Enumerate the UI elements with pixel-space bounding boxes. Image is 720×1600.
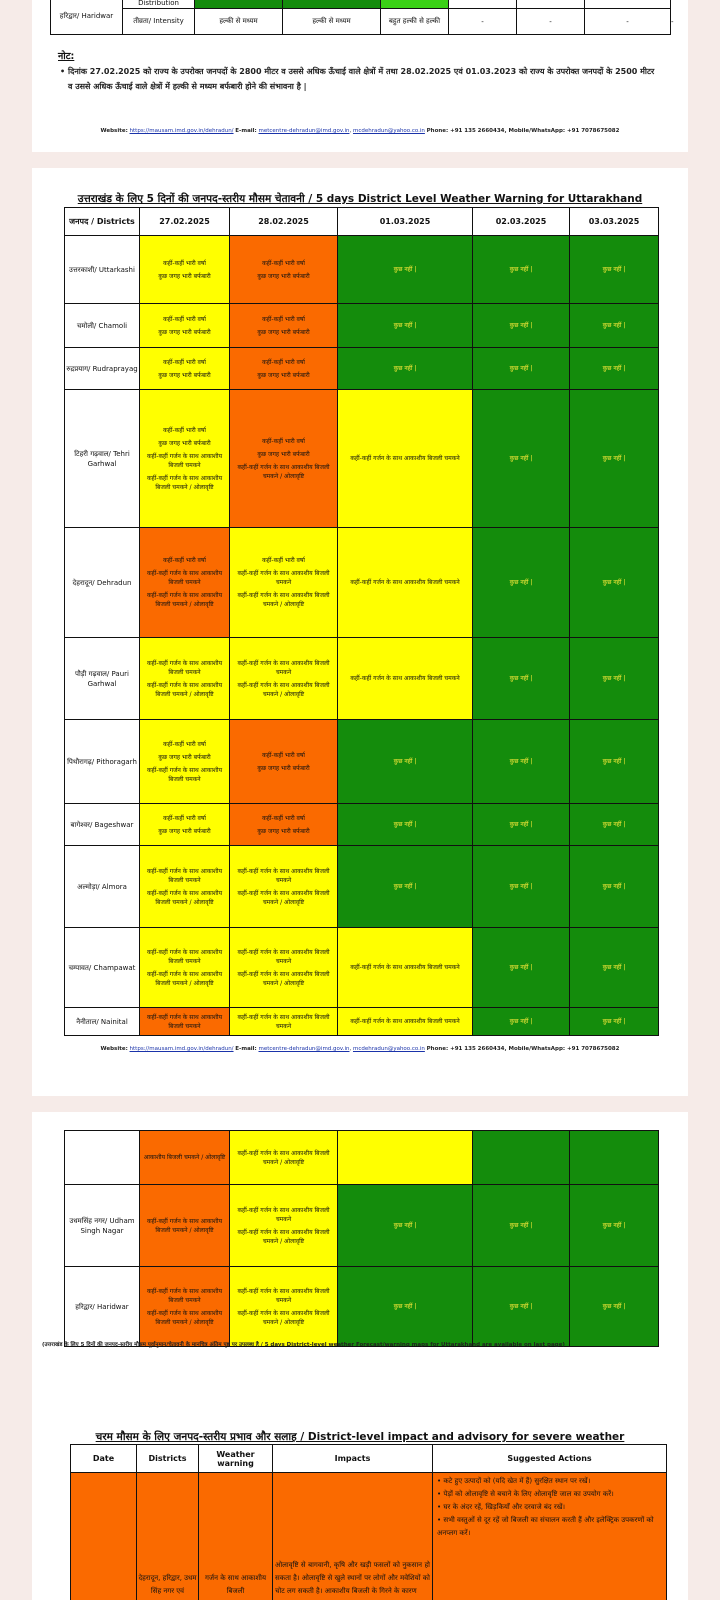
adv-impacts-cell [273, 1473, 433, 1600]
warning-text: कहीं-कहीं भारी वर्षा [262, 751, 305, 759]
warning-cell [570, 638, 659, 720]
warning-text: कहीं-कहीं गर्जन के साथ आकाशीय बिजली चमकने / ओलावृष्टि [146, 681, 223, 698]
top-distribution-table: हरिद्वार/ Haridwar Distribution तीव्रता/ Intensity हल्की से मध्यम हल्की से मध्यम बहुत हल्की से हल्की - - - - [50, 0, 671, 35]
warning-text: कुछ नहीं | [602, 579, 626, 586]
warning-cell [140, 846, 230, 928]
warning-cell [570, 720, 659, 804]
warning-text: कुछ नहीं | [509, 821, 533, 828]
date-header: 27.02.2025 [140, 208, 230, 236]
warning-text: कुछ नहीं | [602, 821, 626, 828]
warning-text: कहीं-कहीं गर्जन के साथ आकाशीय बिजली चमकने [237, 1206, 330, 1223]
warning-cell [570, 348, 659, 390]
warning-cell [473, 1267, 570, 1347]
warning-text: कुछ नहीं | [602, 322, 626, 329]
warning-cell [338, 236, 473, 304]
warning-cell [570, 928, 659, 1008]
intensity-cell: बहुत हल्की से हल्की [381, 9, 449, 35]
warning-table [64, 207, 659, 1036]
warning-cell [473, 928, 570, 1008]
warning-text: कहीं-कहीं गर्जन के साथ आकाशीय बिजली चमकने [146, 1013, 223, 1030]
warning-cell [338, 304, 473, 348]
warning-text: कुछ नहीं | [393, 883, 417, 890]
website-label: Website: [100, 1046, 128, 1052]
warning-text: कुछ जगह भारी बर्फबारी [257, 450, 310, 458]
warning-text: कुछ जगह भारी बर्फबारी [158, 827, 211, 835]
warning-text: कुछ नहीं | [393, 266, 417, 273]
distribution-label: Distribution [123, 0, 195, 9]
warning-text: कुछ नहीं | [509, 266, 533, 273]
adv-header-date: Date [71, 1445, 137, 1473]
warning-text: कुछ नहीं | [602, 1303, 626, 1310]
warning-cell [338, 846, 473, 928]
warning-text: कुछ नहीं | [509, 758, 533, 765]
warning-cell [230, 1185, 338, 1267]
warning-cell [338, 1131, 473, 1185]
warning-text: कुछ नहीं | [602, 1018, 626, 1025]
email-link[interactable]: metcentre-dehradun@imd.gov.in [258, 128, 350, 134]
warning-text: कुछ नहीं | [393, 365, 417, 372]
date-header: 03.03.2025 [570, 208, 659, 236]
district-name-cell: पिथौरागढ़/ Pithoragarh [65, 720, 140, 804]
adv-districts-text: देहरादून, हरिद्वार, उधम सिंह नगर एवं [138, 1574, 197, 1595]
warning-text: कहीं-कहीं गर्जन के साथ आकाशीय बिजली चमकने [350, 455, 460, 462]
warning-text: कुछ नहीं | [509, 883, 533, 890]
warning-text: कहीं-कहीं भारी वर्षा [262, 315, 305, 323]
warning-cell [230, 236, 338, 304]
warning-text: कुछ नहीं | [509, 365, 533, 372]
warning-cell [473, 1131, 570, 1185]
district-name-cell: बागेश्वर/ Bageshwar [65, 804, 140, 846]
table-row [65, 1131, 659, 1185]
adv-action-text: घर के अंदर रहें, खिड़कियाँ और दरवाजे बंद रखें। [443, 1503, 566, 1511]
warning-text: कुछ जगह भारी बर्फबारी [257, 328, 310, 336]
warning-cell [338, 638, 473, 720]
adv-header-impacts: Impacts [273, 1445, 433, 1473]
warning-text: कहीं-कहीं गर्जन के साथ आकाशीय बिजली चमकने [146, 1287, 223, 1304]
warning-text: कहीं-कहीं गर्जन के साथ आकाशीय बिजली चमकने [146, 570, 223, 586]
warning-text: कहीं-कहीं गर्जन के साथ आकाशीय बिजली चमकने / ओलावृष्टि [146, 889, 223, 906]
warning-cell [570, 1131, 659, 1185]
warning-text: कुछ नहीं | [509, 1222, 533, 1229]
table-row [65, 1185, 659, 1267]
warning-text: कहीं-कहीं भारी वर्षा [262, 814, 305, 822]
district-name-cell: चम्पावत/ Champawat [65, 928, 140, 1008]
intensity-cell: - [585, 9, 671, 35]
warning-text: कहीं-कहीं गर्जन के साथ आकाशीय बिजली चमकने [146, 948, 223, 965]
warning-cell [140, 390, 230, 528]
warning-cell [473, 528, 570, 638]
adv-date-cell [71, 1473, 137, 1600]
warning-text: कहीं-कहीं गर्जन के साथ आकाशीय बिजली चमकने / ओलावृष्टि [237, 1309, 330, 1326]
warning-text: कुछ जगह भारी बर्फबारी [158, 272, 211, 280]
warning-cell [140, 1131, 230, 1185]
table-row [65, 638, 659, 720]
warning-cell [230, 804, 338, 846]
page-3 [32, 1112, 688, 1600]
warning-cell [230, 846, 338, 928]
adv-warning-text: गर्जन के साथ आकाशीय बिजली [204, 1574, 267, 1595]
email-label: E-mail: [235, 1046, 257, 1052]
table-row [65, 528, 659, 638]
warning-text: कहीं-कहीं गर्जन के साथ आकाशीय बिजली चमकने [146, 452, 223, 469]
warning-text: कहीं-कहीं भारी वर्षा [163, 557, 206, 564]
warning-cell [473, 804, 570, 846]
email-label: E-mail: [235, 128, 257, 134]
website-link[interactable]: https://mausam.imd.gov.in/dehradun/ [129, 1046, 234, 1052]
adv-header-districts: Districts [137, 1445, 199, 1473]
warning-text: कुछ जगह भारी बर्फबारी [257, 764, 310, 772]
adv-header-warning: Weather warning [199, 1445, 273, 1473]
adv-actions-cell [433, 1473, 667, 1600]
email-link[interactable]: metcentre-dehradun@imd.gov.in [258, 1046, 350, 1052]
adv-districts-cell [137, 1473, 199, 1600]
district-name-cell: टिहरी गढ़वाल/ Tehri Garhwal [65, 390, 140, 528]
warning-cell [473, 236, 570, 304]
table-row [65, 390, 659, 528]
warning-text: कहीं-कहीं गर्जन के साथ आकाशीय बिजली चमकने [237, 1287, 330, 1304]
district-name-cell: पौड़ी गढ़वाल/ Pauri Garhwal [65, 638, 140, 720]
warning-text: कहीं-कहीं गर्जन के साथ आकाशीय बिजली चमकने [146, 766, 223, 783]
warning-text: कहीं-कहीं गर्जन के साथ आकाशीय बिजली चमकने [237, 659, 330, 676]
continued-warning-table [64, 1130, 659, 1347]
warning-text: कुछ जगह भारी बर्फबारी [257, 371, 310, 379]
warning-cell [140, 1185, 230, 1267]
warning-text: कहीं-कहीं गर्जन के साथ आकाशीय बिजली चमकने / ओलावृष्टि [146, 592, 223, 608]
district-name-cell: हरिद्वार/ Haridwar [65, 1267, 140, 1347]
website-label: Website: [100, 128, 128, 134]
warning-text: आकाशीय बिजली चमकने / ओलावृष्टि [143, 1154, 226, 1161]
warning-cell [230, 390, 338, 528]
warning-text: कुछ नहीं | [509, 579, 533, 586]
warning-text: कहीं-कहीं भारी वर्षा [163, 259, 206, 267]
warning-text: कुछ नहीं | [393, 1222, 417, 1229]
warning-text: कहीं-कहीं गर्जन के साथ आकाशीय बिजली चमकने / ओलावृष्टि [237, 681, 330, 698]
table-row [65, 304, 659, 348]
warning-text: कहीं-कहीं गर्जन के साथ आकाशीय बिजली चमकने / ओलावृष्टि [237, 592, 330, 608]
intensity-cell: - [517, 9, 585, 35]
warning-cell [230, 348, 338, 390]
phone-text: Phone: +91 135 2660434, Mobile/WhatsApp: +91 7078675082 [426, 128, 620, 134]
warning-text: कुछ नहीं | [393, 322, 417, 329]
warning-cell [140, 804, 230, 846]
warning-title: उत्तराखंड के लिए 5 दिनों की जनपद-स्तरीय मौसम चेतावनी / 5 days District Level Weather Warning for Uttarakhand [77, 193, 643, 205]
adv-action-text: कटे हुए उत्पादों को (यदि खेत में हैं) सुरक्षित स्थान पर रखें। [443, 1477, 591, 1485]
district-name-cell: देहरादून/ Dehradun [65, 528, 140, 638]
districts-header: जनपद / Districts [65, 208, 140, 236]
warning-table-body [65, 236, 659, 1036]
adv-header-actions: Suggested Actions [433, 1445, 667, 1473]
warning-text: कहीं-कहीं गर्जन के साथ आकाशीय बिजली चमकने / ओलावृष्टि [146, 1309, 223, 1326]
warning-cell [230, 928, 338, 1008]
adv-warning-cell [199, 1473, 273, 1600]
table-row [65, 846, 659, 928]
warning-text: कुछ जगह भारी बर्फबारी [158, 439, 211, 447]
warning-cell [473, 390, 570, 528]
warning-cell [570, 1267, 659, 1347]
intensity-cell: - [449, 9, 517, 35]
warning-cell [570, 1008, 659, 1036]
adv-action-text: सभी वस्तुओं से दूर रहें जो बिजली का संचालन करती हैं और इलेक्ट्रिक उपकरणों को अनप्लग करें। [437, 1516, 654, 1537]
table-row [65, 1008, 659, 1036]
table-row [65, 348, 659, 390]
warning-cell [338, 528, 473, 638]
warning-text: कहीं-कहीं भारी वर्षा [262, 557, 305, 564]
email-link[interactable]: mcdehradun@yahoo.co.in [352, 128, 425, 134]
warning-text: कहीं-कहीं गर्जन के साथ आकाशीय बिजली चमकने [237, 570, 330, 586]
top-district-cell: हरिद्वार/ Haridwar [51, 0, 123, 35]
warning-text: कहीं-कहीं गर्जन के साथ आकाशीय बिजली चमकने / ओलावृष्टि [237, 970, 330, 987]
district-name-cell: रुद्रप्रयाग/ Rudraprayag [65, 348, 140, 390]
warning-text: कहीं-कहीं गर्जन के साथ आकाशीय बिजली चमकने / ओलावृष्टि [237, 463, 330, 480]
district-name-cell: चमोली/ Chamoli [65, 304, 140, 348]
warning-cell [570, 1185, 659, 1267]
adv-action-item: • कटे हुए उत्पादों को (यदि खेत में हैं) सुरक्षित स्थान पर रखें। [437, 1477, 591, 1485]
warning-text: कहीं-कहीं गर्जन के साथ आकाशीय बिजली चमकने / ओलावृष्टि [146, 1217, 223, 1234]
warning-cell [338, 348, 473, 390]
warning-cell [473, 1185, 570, 1267]
warning-cell [230, 720, 338, 804]
warning-text: कहीं-कहीं भारी वर्षा [163, 315, 206, 323]
warning-text: कहीं-कहीं गर्जन के साथ आकाशीय बिजली चमकने [350, 579, 460, 586]
maps-caption: (उत्तराखंड के लिए 5 दिनों की जनपद-स्तरीय मौसम पूर्वानुमान/चेतावनी के मानचित्र अंतिम पृष्ठ पर उपलब्ध है / 5 days District-level weather Forecast/warning maps for Uttarakhand are available on last page) [42, 1342, 565, 1348]
website-link[interactable]: https://mausam.imd.gov.in/dehradun/ [129, 128, 234, 134]
table-row [65, 804, 659, 846]
warning-cell [338, 1267, 473, 1347]
warning-cell [473, 348, 570, 390]
table-row [65, 236, 659, 304]
warning-text: कुछ नहीं | [602, 883, 626, 890]
warning-cell [230, 304, 338, 348]
warning-cell [570, 390, 659, 528]
warning-text: कुछ नहीं | [393, 758, 417, 765]
adv-action-text: पेड़ों को ओलावृष्टि से बचाने के लिए ओलावृष्टि जाल का उपयोग करें। [443, 1490, 614, 1498]
warning-text: कुछ नहीं | [509, 964, 533, 971]
warning-text: कहीं-कहीं भारी वर्षा [163, 426, 206, 434]
warning-cell [570, 304, 659, 348]
warning-cell [338, 804, 473, 846]
adv-impacts-text: ओलावृष्टि से बागवानी, कृषि और खड़ी फसलों को नुकसान हो सकता है। ओलावृष्टि से खुले स्थानों पर लोगों और मवेशियों को चोट लग सकती है। आकाशीय बिजली के गिरने के कारण [275, 1561, 430, 1595]
warning-text: कुछ नहीं | [602, 266, 626, 273]
warning-text: कुछ नहीं | [393, 1303, 417, 1310]
district-name-cell: उत्तरकाशी/ Uttarkashi [65, 236, 140, 304]
date-header: 02.03.2025 [473, 208, 570, 236]
warning-cell [473, 1008, 570, 1036]
page-1 [32, 0, 688, 152]
warning-cell [338, 390, 473, 528]
warning-text: कहीं-कहीं गर्जन के साथ आकाशीय बिजली चमकने [146, 867, 223, 884]
warning-text: कहीं-कहीं गर्जन के साथ आकाशीय बिजली चमकने [350, 1018, 460, 1025]
note-text-content: दिनांक 27.02.2025 को राज्य के उपरोक्त जनपदों के 2800 मीटर व उससे अधिक ऊँचाई वाले क्षेत्रों में तथा 28.02.2025 एवं 01.03.2023 को राज्य के उपरोक्त जनपदों के 2500 मीटर व उससे अधिक ऊँचाई वाले क्षेत्रों में हल्की से मध्यम बर्फबारी होने की संभावना है | [68, 67, 655, 91]
warning-text: कहीं-कहीं गर्जन के साथ आकाशीय बिजली चमकने / ओलावृष्टि [237, 889, 330, 906]
advisory-title: चरम मौसम के लिए जनपद-स्तरीय प्रभाव और सलाह / District-level impact and advisory for severe weather [95, 1431, 625, 1443]
adv-action-item: • सभी वस्तुओं से दूर रहें जो बिजली का संचालन करती हैं और इलेक्ट्रिक उपकरणों को अनप्लग करें। [437, 1516, 654, 1537]
warning-cell [140, 304, 230, 348]
district-name-cell: अल्मोड़ा/ Almora [65, 846, 140, 928]
email-link[interactable]: mcdehradun@yahoo.co.in [352, 1046, 425, 1052]
warning-cell [230, 638, 338, 720]
warning-cell [140, 348, 230, 390]
warning-cell [570, 804, 659, 846]
phone-text: Phone: +91 135 2660434, Mobile/WhatsApp: +91 7078675082 [426, 1046, 620, 1052]
warning-text: कहीं-कहीं गर्जन के साथ आकाशीय बिजली चमकने [350, 675, 460, 682]
warning-cell [473, 720, 570, 804]
adv-action-item: • घर के अंदर रहें, खिड़कियाँ और दरवाजे बंद रखें। [437, 1503, 566, 1511]
warning-text: कहीं-कहीं भारी वर्षा [262, 259, 305, 267]
warning-text: कहीं-कहीं भारी वर्षा [262, 358, 305, 366]
warning-cell [140, 528, 230, 638]
warning-cell [230, 1267, 338, 1347]
note-heading: नोट: [58, 51, 75, 62]
warning-text: कुछ नहीं | [509, 455, 533, 462]
warning-text: कहीं-कहीं गर्जन के साथ आकाशीय बिजली चमकने [237, 1013, 330, 1030]
warning-cell [230, 528, 338, 638]
warning-text: कहीं-कहीं गर्जन के साथ आकाशीय बिजली चमकने / ओलावृष्टि [146, 474, 223, 491]
advisory-table [70, 1444, 667, 1600]
warning-text: कहीं-कहीं गर्जन के साथ आकाशीय बिजली चमकने / ओलावृष्टि [146, 970, 223, 987]
warning-text: कुछ जगह भारी बर्फबारी [158, 328, 211, 336]
date-header: 28.02.2025 [230, 208, 338, 236]
warning-text: कहीं-कहीं गर्जन के साथ आकाशीय बिजली चमकने [146, 659, 223, 676]
warning-text: कुछ नहीं | [509, 1303, 533, 1310]
warning-text: कहीं-कहीं भारी वर्षा [163, 740, 206, 748]
district-name-cell: नैनीताल/ Nainital [65, 1008, 140, 1036]
warning-cell [230, 1131, 338, 1185]
warning-text: कुछ नहीं | [602, 758, 626, 765]
table-row [65, 928, 659, 1008]
warning-cell [338, 928, 473, 1008]
warning-text: कहीं-कहीं गर्जन के साथ आकाशीय बिजली चमकने [237, 948, 330, 965]
continued-table-body [65, 1131, 659, 1347]
intensity-cell: हल्की से मध्यम [283, 9, 381, 35]
warning-text: कहीं-कहीं भारी वर्षा [163, 358, 206, 366]
warning-cell [140, 1008, 230, 1036]
warning-cell [140, 1267, 230, 1347]
warning-cell [140, 638, 230, 720]
warning-text: कुछ जगह भारी बर्फबारी [158, 753, 211, 761]
warning-cell [473, 638, 570, 720]
warning-text: कुछ नहीं | [602, 455, 626, 462]
warning-text: कुछ नहीं | [509, 322, 533, 329]
warning-cell [473, 846, 570, 928]
page-2 [32, 168, 688, 1096]
warning-text: कहीं-कहीं गर्जन के साथ आकाशीय बिजली चमकने [350, 964, 460, 971]
footer-contact: Website: https://mausam.imd.gov.in/dehradun/ E-mail: metcentre-dehradun@imd.gov.in, mcdehradun@yahoo.co.in Phone: +91 135 2660434, Mobile/WhatsApp: +91 7078675082 [100, 128, 620, 134]
date-header: 01.03.2025 [338, 208, 473, 236]
warning-text: कुछ नहीं | [393, 821, 417, 828]
warning-text: कहीं-कहीं गर्जन के साथ आकाशीय बिजली चमकने / ओलावृष्टि [237, 1149, 330, 1166]
warning-cell [140, 720, 230, 804]
warning-text: कुछ नहीं | [509, 1018, 533, 1025]
warning-text: कुछ नहीं | [509, 675, 533, 682]
warning-cell [473, 304, 570, 348]
warning-cell [338, 720, 473, 804]
note-text: • दिनांक 27.02.2025 को राज्य के उपरोक्त जनपदों के 2800 मीटर व उससे अधिक ऊँचाई वाले क्षेत्रों में तथा 28.02.2025 एवं 01.03.2023 को राज्य के उपरोक्त जनपदों के 2500 मीटर व उससे अधिक ऊँचाई वाले क्षेत्रों में हल्की से मध्यम बर्फबारी होने की संभावना है | [60, 67, 655, 91]
warning-text: कुछ नहीं | [602, 675, 626, 682]
table-row [65, 720, 659, 804]
warning-cell [570, 236, 659, 304]
warning-text: कुछ जगह भारी बर्फबारी [257, 272, 310, 280]
footer-contact: Website: https://mausam.imd.gov.in/dehradun/ E-mail: metcentre-dehradun@imd.gov.in, mcdehradun@yahoo.co.in Phone: +91 135 2660434, Mobile/WhatsApp: +91 7078675082 [100, 1046, 620, 1052]
warning-text: कहीं-कहीं भारी वर्षा [163, 814, 206, 822]
intensity-label: तीव्रता/ Intensity [123, 9, 195, 35]
warning-text: कुछ जगह भारी बर्फबारी [158, 371, 211, 379]
warning-cell [570, 846, 659, 928]
warning-text: कुछ जगह भारी बर्फबारी [257, 827, 310, 835]
warning-cell [338, 1185, 473, 1267]
warning-text: कुछ नहीं | [602, 964, 626, 971]
warning-text: कहीं-कहीं गर्जन के साथ आकाशीय बिजली चमकने / ओलावृष्टि [237, 1228, 330, 1245]
adv-action-item: • पेड़ों को ओलावृष्टि से बचाने के लिए ओलावृष्टि जाल का उपयोग करें। [437, 1490, 614, 1498]
warning-text: कहीं-कहीं गर्जन के साथ आकाशीय बिजली चमकने [237, 867, 330, 884]
warning-cell [140, 928, 230, 1008]
district-name-cell [65, 1131, 140, 1185]
warning-text: कुछ नहीं | [602, 1222, 626, 1229]
warning-text: कहीं-कहीं भारी वर्षा [262, 437, 305, 445]
intensity-cell: हल्की से मध्यम [195, 9, 283, 35]
table-row [65, 1267, 659, 1347]
warning-cell [570, 528, 659, 638]
district-name-cell: उधमसिंह नगर/ Udham Singh Nagar [65, 1185, 140, 1267]
warning-cell [338, 1008, 473, 1036]
warning-cell [140, 236, 230, 304]
warning-text: कुछ नहीं | [602, 365, 626, 372]
warning-cell [230, 1008, 338, 1036]
